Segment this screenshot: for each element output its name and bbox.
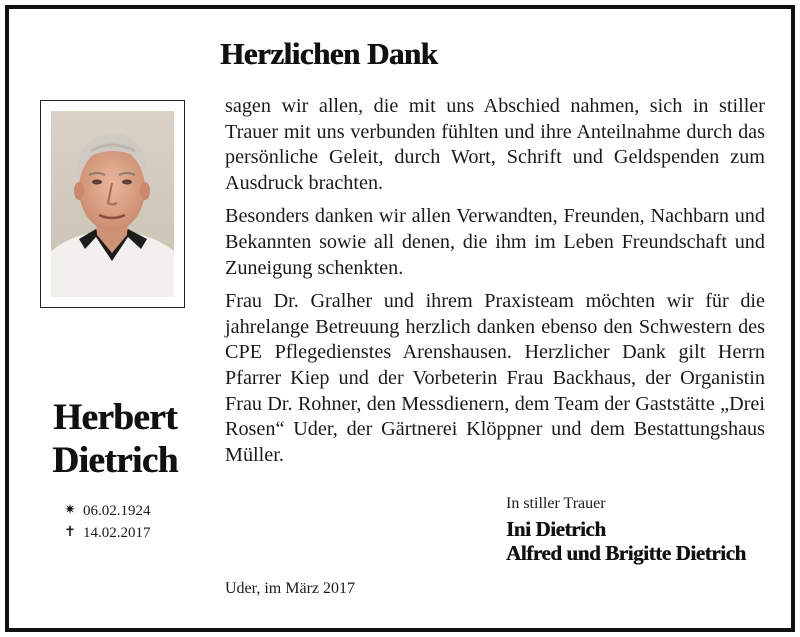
deceased-last-name: Dietrich (52, 440, 178, 481)
portrait-photo-frame (40, 100, 185, 308)
paragraph-thanks-relatives: Besonders danken wir allen Verwandten, Freunden, Nachbarn und Bekannten sowie all denen, die ihm im Leben Freundschaft und Zuneigung schenkten. (225, 205, 765, 279)
birth-row (63, 500, 151, 522)
mourning-label: In stiller Trauer (506, 495, 606, 512)
cross-icon: ✝ (64, 525, 76, 540)
portrait-photo (51, 111, 174, 297)
birth-date: 06.02.1924 (83, 503, 151, 519)
place-and-date: Uder, im März 2017 (225, 580, 355, 597)
mourner-name: Alfred und Brigitte Dietrich (506, 541, 746, 565)
death-row (63, 522, 151, 544)
death-date: 14.02.2017 (83, 525, 151, 541)
life-dates (63, 500, 151, 544)
birth-star-icon: ✷ (64, 503, 76, 518)
mourner-name: Ini Dietrich (506, 517, 606, 541)
deceased-name (40, 396, 190, 482)
thank-you-text (225, 94, 765, 476)
deceased-first-name: Herbert (53, 397, 177, 438)
paragraph-thanks-individuals: Frau Dr. Gralher und ihrem Praxisteam möchten wir für die jahrelange Betreuung herzlich danken ebenso den Schwestern des CPE Pflegedienstes Arenshausen. Herzlicher Dank gilt Herrn Pfarrer Kiep und der Vorbeterin Frau Backhaus, der Organistin Frau Dr. Rohner, den Messdienern, dem Team der Gaststätte „Drei Rosen“ Uder, der Gärtnerei Klöppner und dem Bestattungshaus Müller. (225, 290, 765, 466)
notice-heading: Herzlichen Dank (220, 36, 438, 71)
paragraph-thanks-all: sagen wir allen, die mit uns Abschied nahmen, sich in stiller Trauer mit uns verbunden fühlten und ihre Anteilnahme durch das persönliche Geleit, durch Wort, Schrift und Geldspenden zum Ausdruck brachten. (225, 95, 765, 194)
